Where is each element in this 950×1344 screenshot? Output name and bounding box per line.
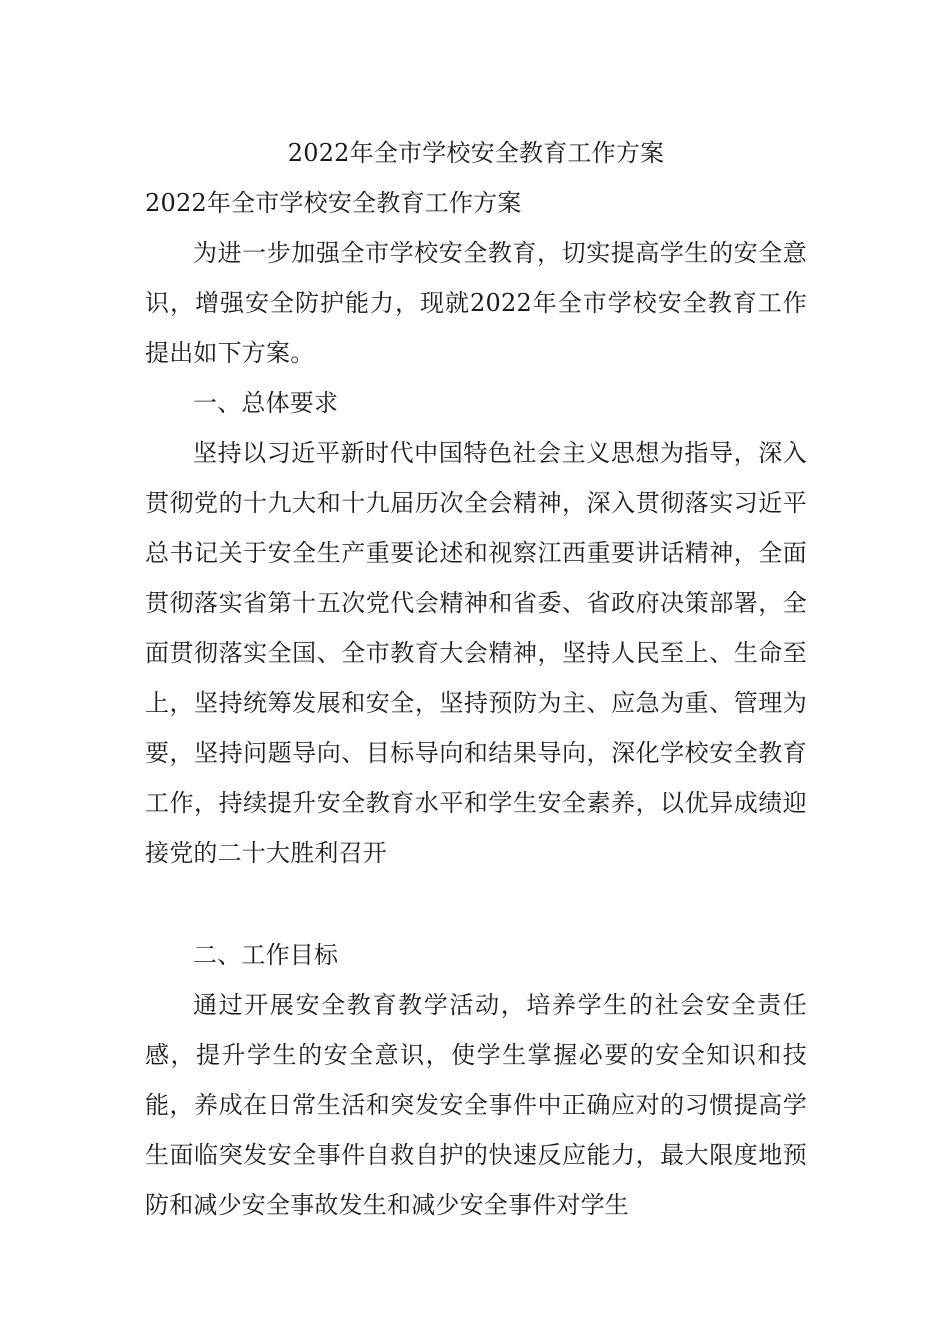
section-1-body: 坚持以习近平新时代中国特色社会主义思想为指导，深入贯彻党的十九大和十九届历次全会精神，深入贯彻落实习近平总书记关于安全生产重要论述和视察江西重要讲话精神，全面贯彻落实省第十五次党代会精神和省委、省政府决策部署，全面贯彻落实全国、全市教育大会精神，坚持人民至上、生命至上，坚持统筹发展和安全，坚持预防为主、应急为重、管理为要，坚持问题导向、目标导向和结果导向，深化学校安全教育工作，持续提升安全教育水平和学生安全素养，以优异成绩迎接党的二十大胜利召开 — [145, 439, 807, 867]
section-2-heading: 二、工作目标 — [193, 941, 339, 969]
intro-paragraph: 为进一步加强全市学校安全教育，切实提高学生的安全意识，增强安全防护能力，现就2022年全市学校安全教育工作提出如下方案。 — [145, 239, 807, 367]
document-page — [145, 128, 807, 1230]
section-spacer — [145, 878, 807, 930]
document-title: 2022年全市学校安全教育工作方案 — [287, 139, 665, 167]
section-1-heading: 一、总体要求 — [193, 389, 339, 417]
section-2-body: 通过开展安全教育教学活动，培养学生的社会安全责任感，提升学生的安全意识，使学生掌握必要的安全知识和技能，养成在日常生活和突发安全事件中正确应对的习惯提高学生面临突发安全事件自救自护的快速反应能力，最大限度地预防和减少安全事故发生和减少安全事件对学生 — [145, 991, 807, 1219]
document-subtitle: 2022年全市学校安全教育工作方案 — [145, 189, 522, 217]
